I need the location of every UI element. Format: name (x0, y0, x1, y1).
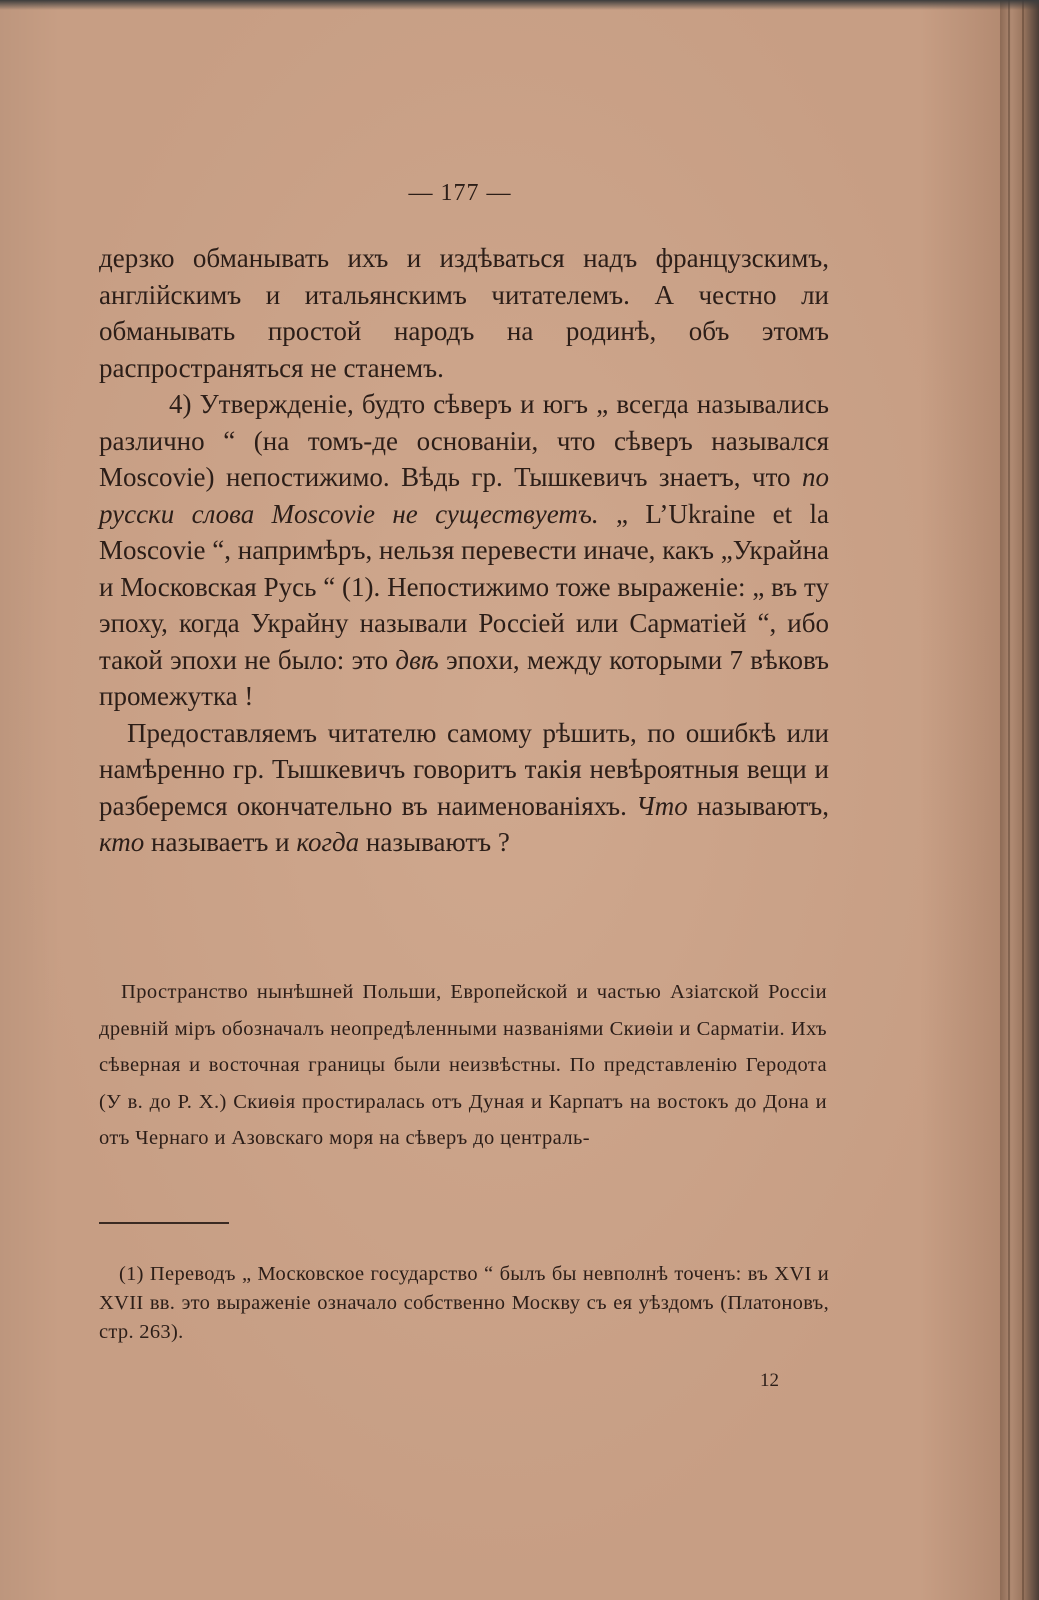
signature-mark: 12 (760, 1370, 779, 1391)
paragraph-2-text-c: эпохи, между которыми 7 вѣковъ промежутка ! (99, 644, 829, 711)
paragraph-3-when: когда (296, 827, 360, 857)
paragraph-2-text-a: 4) Утвержденіе, будто сѣверъ и югъ „ всегда назывались различно “ (на томъ-де основаніи, что сѣверъ назывался Moscovie) непостижимо. Вѣдь гр. Тышкевичъ знаетъ, что (99, 389, 829, 492)
page-number: — 177 — (408, 180, 512, 206)
small-print-section (99, 974, 827, 1157)
top-shadow (0, 0, 1039, 10)
small-print-paragraph: Пространство нынѣшней Польши, Европейской и частью Азіатской Россіи древній міръ обозначалъ неопредѣленными названіями Скиѳіи и Сарматіи. Ихъ сѣверная и восточная границы были неизвѣстны. По представленію Геродота (У в. до Р. Х.) Скиѳія простиралась отъ Дуная и Карпатъ на востокъ до Дона и отъ Чернаго и Азовскаго моря на сѣверъ до централь- (99, 981, 827, 1149)
main-text (99, 240, 829, 861)
paragraph-2 (99, 386, 829, 715)
paragraph-2-text-b: „ L’Ukraine et la Moscovie “, напримѣръ, нельзя перевести иначе, какъ „Украйна и Московская Русь “ (1). Непостижимо тоже выраженіе: „ въ ту эпоху, когда Украйну называли Россіей или Сарматіей “, ибо такой эпохи не было: это (99, 498, 829, 675)
edge-line (1008, 0, 1010, 1600)
paragraph-3-what: Что (636, 790, 688, 821)
paragraph-2-italic: по русски слова Moscovie не существуетъ. (99, 462, 829, 529)
paragraph-3-text-d: называютъ ? (359, 827, 510, 857)
paragraph-1: дерзко обманывать ихъ и издѣваться надъ французскимъ, англійскимъ и итальянскимъ читателемъ. А честно ли обманывать простой народъ на родинѣ, объ этомъ распространяться не станемъ. (99, 243, 829, 383)
paragraph-3-text-b: называютъ, (687, 790, 829, 821)
paragraph-3-text-c: называетъ и (144, 827, 297, 857)
footnote (99, 1260, 829, 1347)
paragraph-2-italic-2: двѣ (395, 644, 439, 675)
page-edge (1000, 0, 1039, 1600)
footnote-text: (1) Переводъ „ Московское государство “ былъ бы невполнѣ точенъ: въ XVI и XVII вв. это выраженіе означало собственно Москву съ ея уѣздомъ (Платоновъ, стр. 263). (99, 1263, 829, 1343)
paragraph-3 (99, 715, 829, 861)
footnote-rule (99, 1222, 229, 1224)
paragraph-3-who: кто (99, 827, 145, 857)
edge-line (1022, 0, 1024, 1600)
paragraph-3-text-a: Предоставляемъ читателю самому рѣшить, по ошибкѣ или намѣренно гр. Тышкевичъ говоритъ такія невѣроятныя вещи и разберемся окончательно въ наименованіяхъ. (99, 717, 829, 821)
